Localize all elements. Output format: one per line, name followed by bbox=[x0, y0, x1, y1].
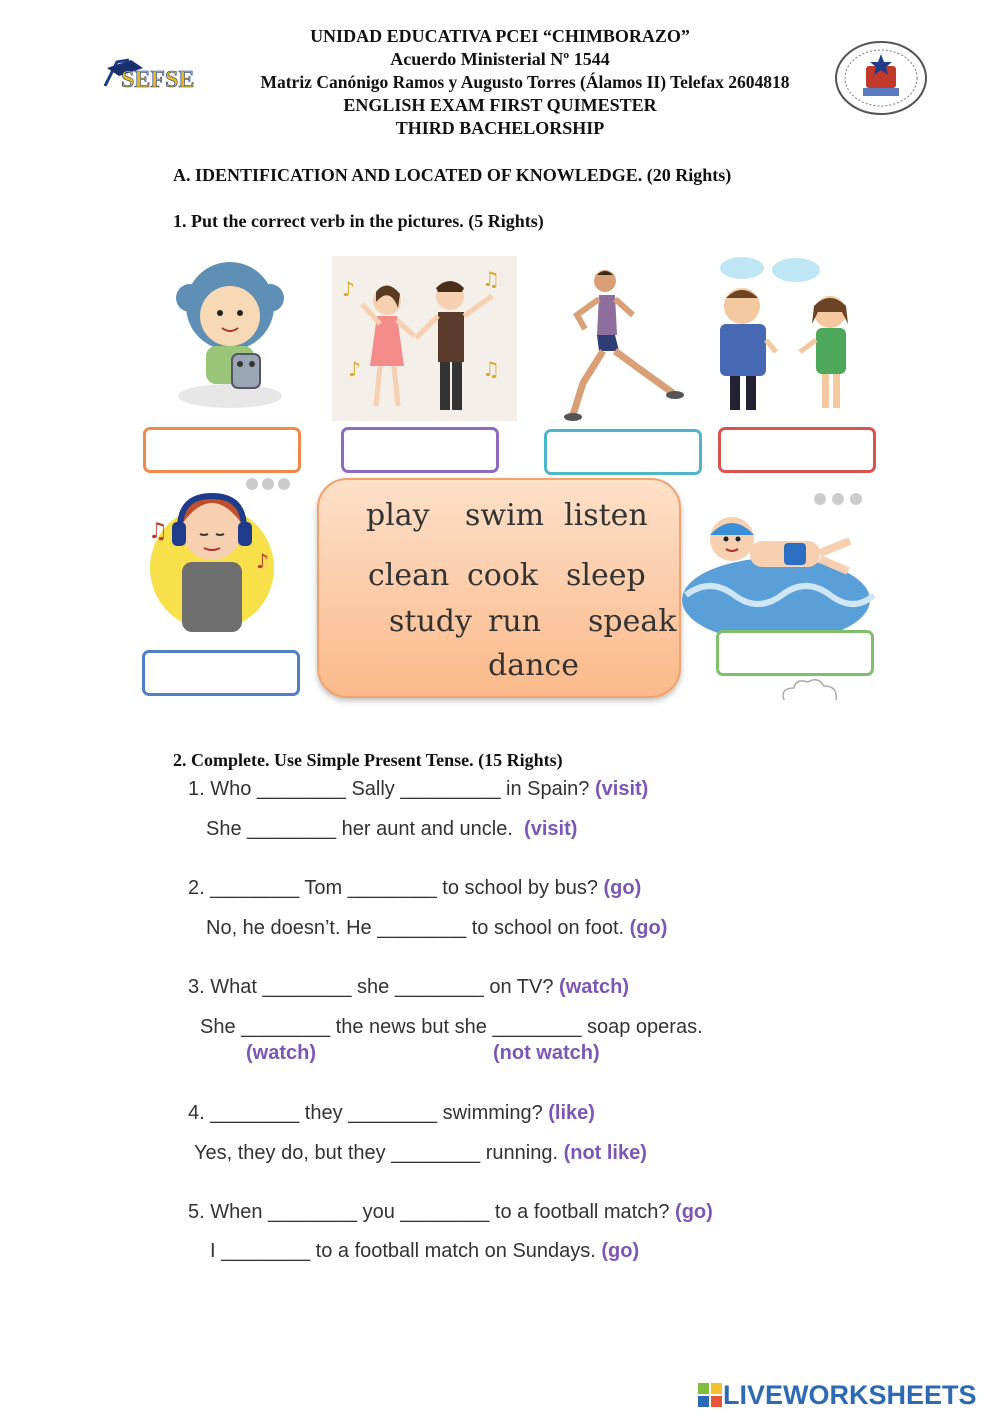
exercise-text: 1. Who ________ Sally _________ in Spain? bbox=[188, 778, 595, 800]
liveworksheets-icon bbox=[697, 1382, 723, 1408]
verb-hint-not-watch: (not watch) bbox=[493, 1042, 600, 1064]
verb-hint: (not like) bbox=[563, 1142, 647, 1164]
verb-hint-watch: (watch) bbox=[246, 1042, 316, 1064]
exercise-line bbox=[188, 877, 641, 900]
section-a-title: A. IDENTIFICATION AND LOCATED OF KNOWLEDGE. (20 Rights) bbox=[173, 165, 732, 185]
liveworksheets-logo bbox=[697, 1380, 977, 1410]
boy-listening-picture bbox=[142, 478, 284, 638]
answer-box-4[interactable] bbox=[718, 427, 876, 473]
word-bank-item: clean bbox=[368, 558, 450, 593]
exercise-line bbox=[188, 778, 648, 801]
part1-title: 1. Put the correct verb in the pictures. (5 Rights) bbox=[173, 211, 544, 231]
couple-dancing-picture bbox=[332, 256, 517, 421]
girl-playing-picture bbox=[170, 258, 290, 413]
word-bank-item: sleep bbox=[566, 558, 646, 593]
word-bank bbox=[317, 478, 681, 698]
cloud-decoration bbox=[778, 676, 842, 702]
word-bank-item: cook bbox=[467, 558, 539, 593]
verb-hint: (visit) bbox=[524, 818, 578, 840]
school-name: UNIDAD EDUCATIVA PCEI “CHIMBORAZO” bbox=[310, 26, 690, 46]
exercise-text: No, he doesn’t. He ________ to school on foot. bbox=[206, 917, 630, 939]
exercise-line bbox=[188, 976, 629, 999]
answer-box-3[interactable] bbox=[544, 429, 702, 475]
exercise-line bbox=[206, 917, 667, 940]
svg-text:♪: ♪ bbox=[342, 277, 355, 301]
svg-text:♪: ♪ bbox=[348, 357, 361, 381]
exercise-text: 3. What ________ she ________ on TV? bbox=[188, 976, 560, 998]
exercise-text: She ________ her aunt and uncle. bbox=[206, 818, 525, 840]
exercise-text: 2. ________ Tom ________ to school by bus? bbox=[188, 877, 604, 899]
svg-text:♫: ♫ bbox=[482, 357, 500, 381]
exercise-line bbox=[200, 1016, 703, 1039]
exam-level: THIRD BACHELORSHIP bbox=[395, 118, 605, 138]
exercise-text: Yes, they do, but they ________ running. bbox=[194, 1142, 564, 1164]
liveworksheets-text: LIVEWORKSHEETS bbox=[723, 1379, 977, 1410]
exercise-line bbox=[194, 1142, 647, 1165]
answer-box-1[interactable] bbox=[143, 427, 301, 473]
ministerial-agreement: Acuerdo Ministerial Nº 1544 bbox=[390, 49, 610, 69]
svg-text:SEFSE: SEFSE bbox=[121, 67, 195, 92]
exercise-line bbox=[188, 1201, 713, 1224]
exercise-line bbox=[210, 1240, 639, 1263]
exercise-text: 5. When ________ you ________ to a football match? bbox=[188, 1201, 676, 1223]
word-bank-item: dance bbox=[488, 648, 579, 683]
man-running-picture bbox=[555, 265, 685, 425]
school-seal bbox=[833, 40, 929, 116]
verb-hint: (go) bbox=[629, 917, 668, 939]
part2-title: 2. Complete. Use Simple Present Tense. (15 Rights) bbox=[173, 750, 563, 770]
word-bank-item: study bbox=[389, 604, 472, 639]
exam-title: ENGLISH EXAM FIRST QUIMESTER bbox=[343, 95, 657, 115]
svg-text:♫: ♫ bbox=[482, 267, 500, 291]
word-bank-item: play bbox=[366, 498, 430, 533]
exercise-line bbox=[206, 818, 577, 841]
verb-hint: (go) bbox=[675, 1201, 713, 1223]
exercise-line bbox=[188, 1102, 595, 1125]
verb-hint: (go) bbox=[603, 877, 642, 899]
answer-box-2[interactable] bbox=[341, 427, 499, 473]
sefse-logo bbox=[103, 56, 218, 92]
verb-hint: (watch) bbox=[559, 976, 630, 998]
verb-hint: (like) bbox=[548, 1102, 595, 1124]
child-swimming-picture bbox=[680, 505, 875, 645]
word-bank-item: listen bbox=[564, 498, 648, 533]
school-address: Matriz Canónigo Ramos y Augusto Torres (Álamos II) Telefax 2604818 bbox=[260, 72, 790, 92]
svg-text:♫: ♫ bbox=[148, 519, 168, 544]
svg-text:♪: ♪ bbox=[256, 549, 269, 573]
exercise-text: I ________ to a football match on Sundays. bbox=[210, 1240, 602, 1262]
verb-hint: (go) bbox=[601, 1240, 640, 1262]
answer-box-6[interactable] bbox=[716, 630, 874, 676]
word-bank-item: speak bbox=[588, 604, 677, 639]
word-bank-item: run bbox=[488, 604, 541, 639]
verb-hint: (visit) bbox=[594, 778, 649, 800]
word-bank-item: swim bbox=[465, 498, 545, 533]
people-speaking-picture bbox=[712, 256, 862, 416]
exercise-text: 4. ________ they ________ swimming? bbox=[188, 1102, 549, 1124]
answer-box-5[interactable] bbox=[142, 650, 300, 696]
exercise-text: She ________ the news but she ________ soap operas. bbox=[200, 1016, 703, 1038]
